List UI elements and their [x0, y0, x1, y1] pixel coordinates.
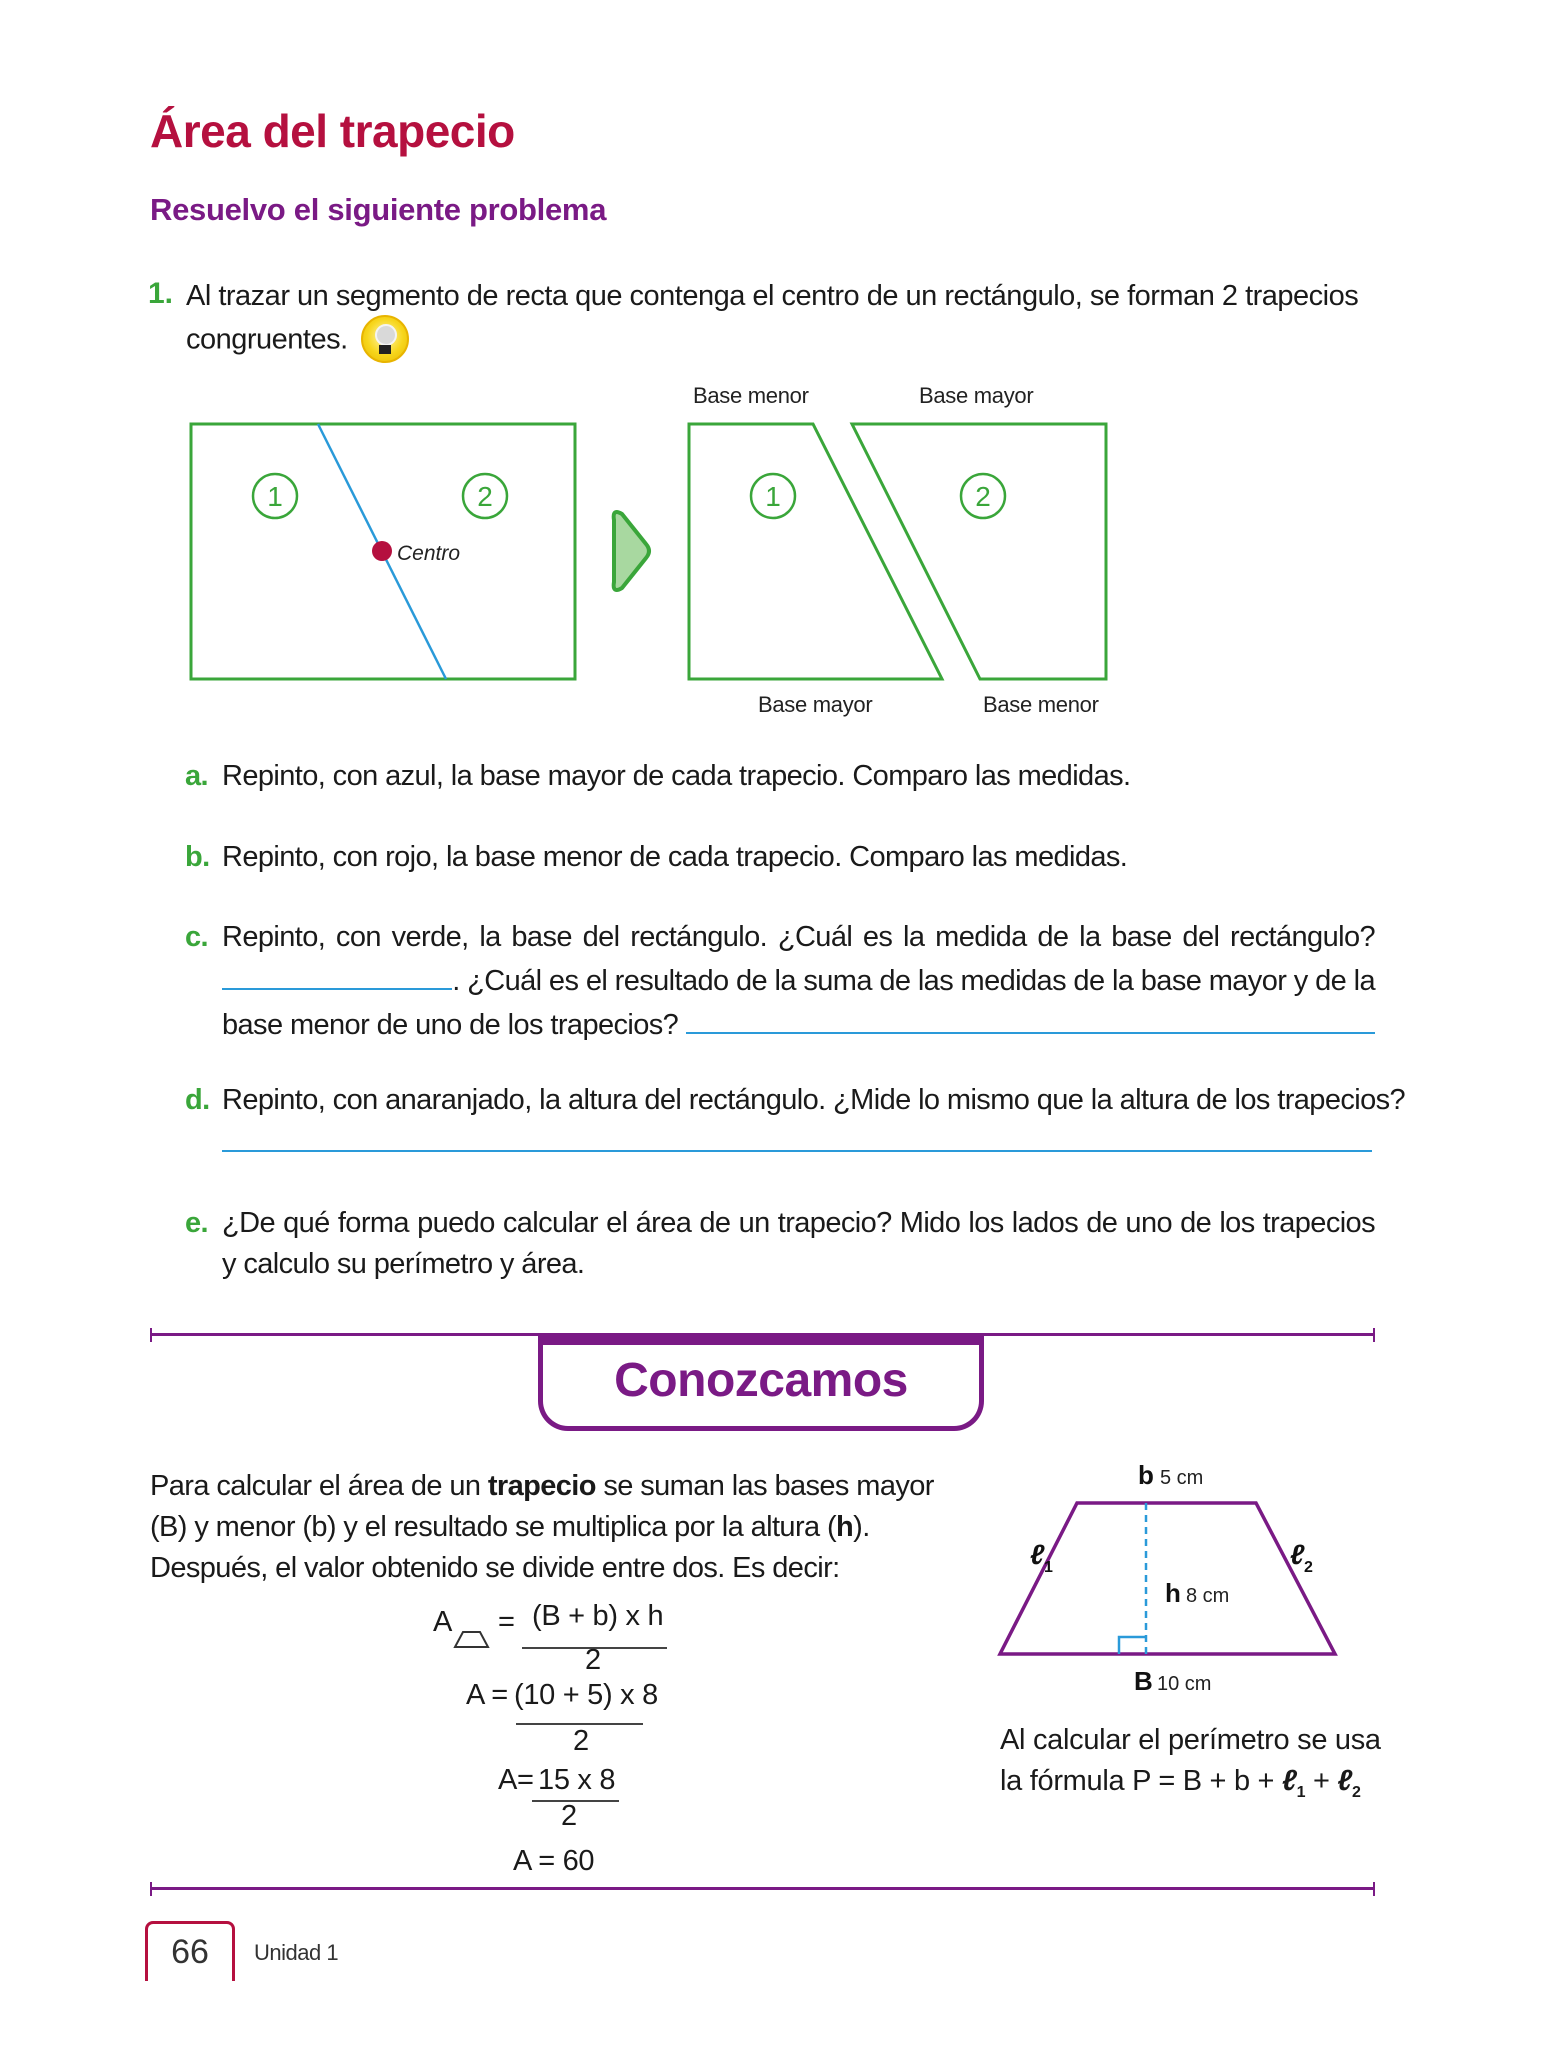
formula-denominator: 2 [585, 1644, 601, 1676]
question-text: Repinto, con anaranjado, la altura del rectángulo. ¿Mide lo mismo que la altura de los trapecios? [222, 1084, 1406, 1116]
unit-label: Unidad 1 [254, 1940, 339, 1965]
b-label: b [1138, 1460, 1154, 1490]
question-e [185, 1203, 1375, 1285]
label-base-menor-top: Base menor [693, 383, 809, 408]
region-1-label: 1 [267, 481, 283, 512]
formula-step3-denominator: 2 [561, 1800, 577, 1832]
center-label: Centro [397, 542, 461, 565]
question-b [185, 837, 1375, 878]
conozcamos-heading: Conozcamos [614, 1354, 908, 1407]
trapezoid-figure [980, 1450, 1380, 1700]
problem-text: Al trazar un segmento de recta que contenga el centro de un rectángulo, se forman 2 trapecios congruentes. [186, 280, 1359, 356]
explanation-bold-term: trapecio [487, 1470, 596, 1502]
trapezoid-symbol-icon [452, 1628, 492, 1650]
region-2-label: 2 [477, 481, 493, 512]
formula-numerator: (B + b) x h [532, 1600, 664, 1632]
section-subtitle: Resuelvo el siguiente problema [150, 192, 607, 227]
perimeter-l1: ℓ [1281, 1765, 1297, 1797]
perimeter-formula: la fórmula P = B + b + [1000, 1765, 1282, 1797]
formula-step3-numerator: 15 x 8 [538, 1764, 616, 1796]
question-letter: b. [185, 841, 210, 873]
h-value: 8 cm [1186, 1585, 1230, 1607]
question-c-line2 [222, 958, 1375, 1002]
question-letter: a. [185, 760, 208, 792]
explanation-text: se suman las bases mayor (B) y menor (b) y el resultado se multiplica por la altura ( [150, 1470, 934, 1543]
conozcamos-tab [538, 1333, 984, 1431]
question-text-line1: Repinto, con verde, la base del rectángulo. ¿Cuál es la medida de la base del rectángulo? [222, 921, 1375, 953]
perimeter-plus: + [1305, 1765, 1338, 1797]
explanation-bold-h: h [836, 1511, 854, 1543]
question-c-line3 [222, 1002, 1375, 1046]
formula-step3-lhs: A= [498, 1764, 534, 1796]
perimeter-line1: Al calcular el perímetro se usa [1000, 1724, 1381, 1756]
l2-label: ℓ [1290, 1539, 1305, 1570]
question-d [185, 1080, 1406, 1121]
trapezoid-1-shape [689, 424, 942, 679]
center-dot [372, 541, 392, 561]
section-divider-bottom [150, 1887, 1375, 1890]
trapezoid-1-number: 1 [765, 481, 781, 512]
formula-step2-numerator: (10 + 5) x 8 [514, 1679, 658, 1711]
h-label: h [1165, 1578, 1181, 1608]
right-angle-marker [1119, 1637, 1146, 1654]
formula-a: A [433, 1606, 453, 1638]
formula-lhs [433, 1606, 452, 1639]
trapezoid-2-shape [852, 424, 1106, 679]
answer-line-altura[interactable] [222, 1150, 1372, 1152]
question-text: Repinto, con rojo, la base menor de cada trapecio. Comparo las medidas. [222, 841, 1128, 873]
formula-step2-lhs: A = [466, 1679, 508, 1711]
question-letter: d. [185, 1084, 210, 1116]
label-base-mayor-bottom: Base mayor [758, 692, 873, 717]
l1-subscript: 1 [1044, 1559, 1053, 1576]
label-base-mayor-top: Base mayor [919, 383, 1034, 408]
page-number: 66 [171, 1933, 209, 1971]
question-text: Repinto, con azul, la base mayor de cada trapecio. Comparo las medidas. [222, 760, 1131, 792]
page-title: Área del trapecio [150, 105, 515, 157]
B-label: B [1134, 1666, 1153, 1696]
trapezoid-2-number: 2 [975, 481, 991, 512]
answer-blank-suma-bases[interactable] [686, 1002, 1375, 1034]
arrow-right-icon [614, 512, 649, 590]
perimeter-l2: ℓ [1337, 1765, 1353, 1797]
explanation-text: ). Después, el valor obtenido se divide entre dos. Es decir: [150, 1511, 870, 1584]
formula-eq: = [498, 1606, 515, 1638]
question-text: ¿De qué forma puedo calcular el área de un trapecio? Mido los lados de uno de los trapecios y calculo su perímetro y área. [222, 1207, 1375, 1280]
l2-subscript: 2 [1304, 1559, 1313, 1576]
label-base-menor-bottom: Base menor [983, 692, 1099, 717]
question-c [185, 917, 1375, 1046]
question-text-line2: . ¿Cuál es el resultado de la suma de las medidas de la base mayor y de la [452, 965, 1375, 997]
perimeter-l2-sub: 2 [1352, 1783, 1361, 1801]
area-explanation [150, 1466, 970, 1589]
rectangle-trapezoid-diagram [0, 0, 1564, 720]
explanation-text: Para calcular el área de un [150, 1470, 488, 1502]
question-a [185, 756, 1375, 797]
B-value: 10 cm [1157, 1673, 1212, 1695]
question-letter: c. [185, 921, 208, 953]
page-number-box [145, 1921, 235, 1981]
perimeter-l1-sub: 1 [1296, 1783, 1306, 1801]
question-letter: e. [185, 1207, 208, 1239]
formula-result: A = 60 [513, 1845, 595, 1877]
problem-number: 1. [148, 277, 174, 310]
question-text-line3: base menor de uno de los trapecios? [222, 1009, 679, 1041]
b-value: 5 cm [1160, 1467, 1204, 1489]
formula-step2-denominator: 2 [573, 1725, 589, 1757]
answer-blank-base-rectangulo[interactable] [222, 958, 452, 990]
perimeter-note [1000, 1720, 1400, 1813]
l1-label: ℓ [1030, 1539, 1045, 1570]
perimeter-line2 [1000, 1761, 1400, 1813]
